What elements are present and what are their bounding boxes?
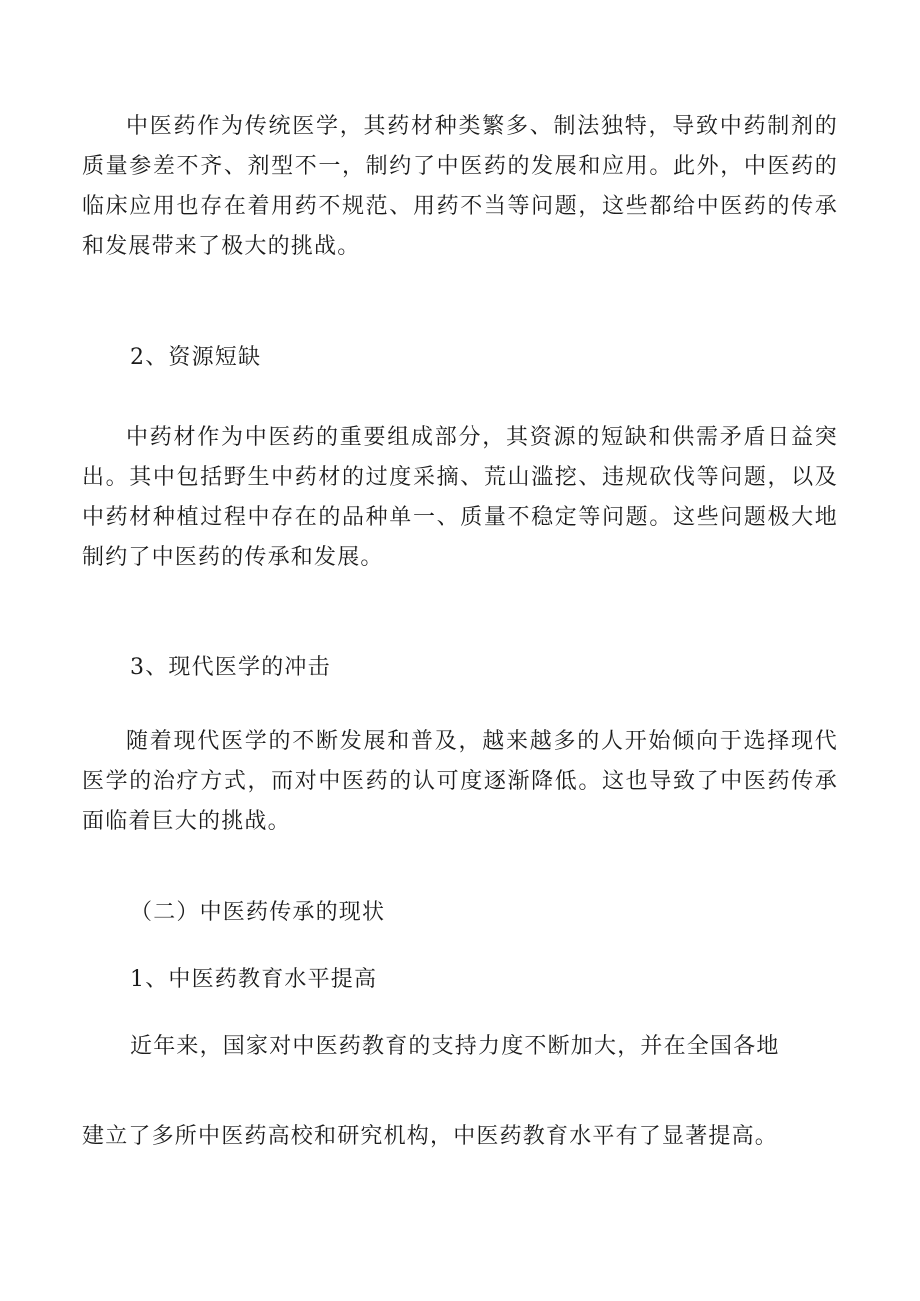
heading-resource-shortage: 2、资源短缺 [130,345,262,370]
paragraph-modern-medicine-impact: 随着现代医学的不断发展和普及，越来越多的人开始倾向于选择现代医学的治疗方式，而对中医药的认可度逐渐降低。这也导致了中医药传承面临着巨大的挑战。 [82,729,838,834]
section-heading-tcm-inheritance-status: （二）中医药传承的现状 [130,900,386,925]
paragraph-education-line-1: 近年来，国家对中医药教育的支持力度不断加大，并在全国各地 [130,1034,780,1059]
paragraph-education-line-2: 建立了多所中医药高校和研究机构，中医药教育水平有了显著提高。 [82,1124,779,1149]
paragraph-resource-shortage: 中药材作为中医药的重要组成部分，其资源的短缺和供需矛盾日益突出。其中包括野生中药材的过度采摘、荒山滥挖、违规砍伐等问题，以及中药材种植过程中存在的品种单一、质量不稳定等问题。这些问题极大地制约了中医药的传承和发展。 [82,425,838,570]
heading-modern-medicine-impact: 3、现代医学的冲击 [130,655,331,680]
paragraph-tcm-quality-challenges: 中医药作为传统医学，其药材种类繁多、制法独特，导致中药制剂的质量参差不齐、剂型不一，制约了中医药的发展和应用。此外，中医药的临床应用也存在着用药不规范、用药不当等问题，这些都给中医药的传承和发展带来了极大的挑战。 [82,114,838,259]
heading-tcm-education-improvement: 1、中医药教育水平提高 [130,967,378,992]
